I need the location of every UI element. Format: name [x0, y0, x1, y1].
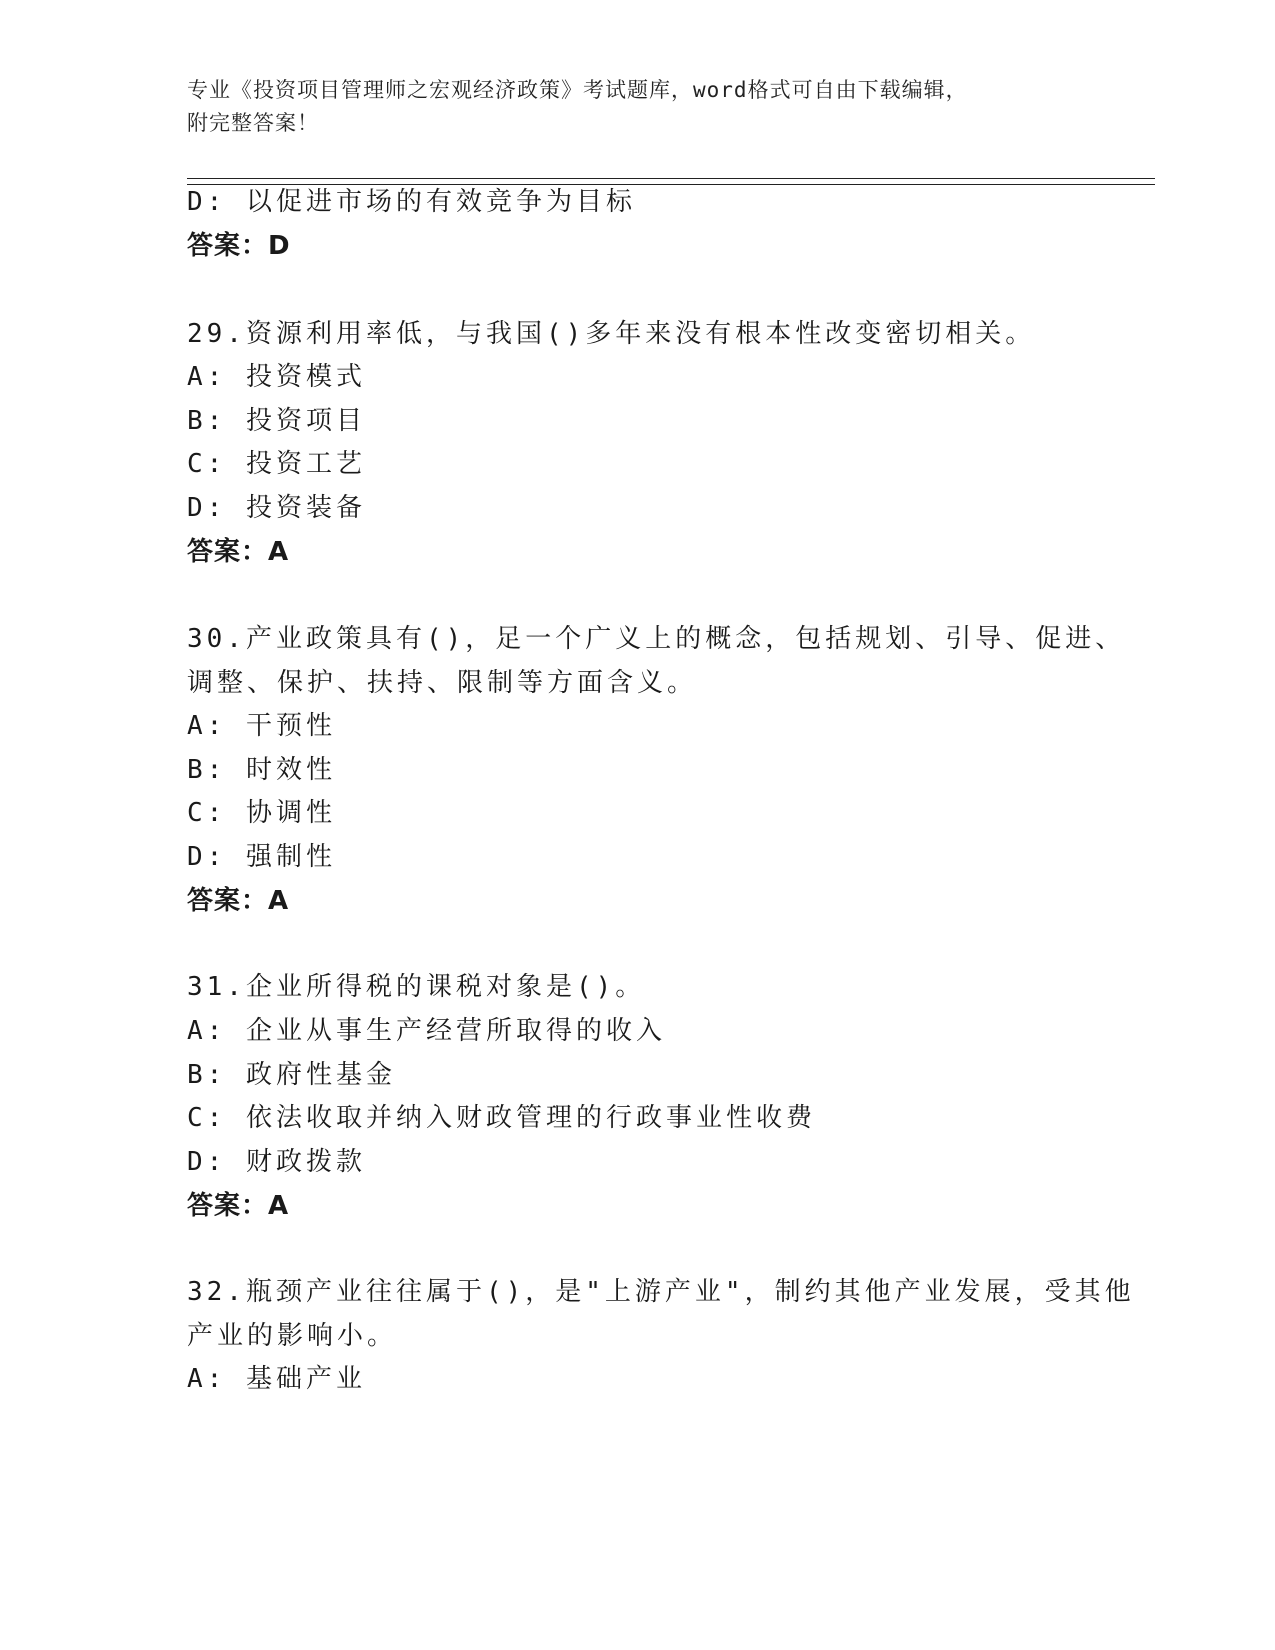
- option-d: D: 以促进市场的有效竞争为目标: [187, 187, 636, 217]
- header-divider-top: [187, 178, 1155, 179]
- option-d: D: 投资装备: [187, 493, 366, 523]
- question-stem: 32.瓶颈产业往往属于()，是"上游产业"，制约其他产业发展，受其他: [187, 1277, 1135, 1307]
- answer-line: 答案：A: [187, 886, 290, 916]
- header-divider-bottom: [187, 184, 1155, 185]
- question-stem: 29.资源利用率低，与我国()多年来没有根本性改变密切相关。: [187, 319, 1036, 349]
- header-line-2: 附完整答案！: [187, 111, 319, 135]
- option-d: D: 强制性: [187, 842, 336, 872]
- question-stem-continued: 调整、保护、扶持、限制等方面含义。: [187, 668, 698, 698]
- option-c: C: 依法收取并纳入财政管理的行政事业性收费: [187, 1103, 816, 1133]
- answer-line: 答案：D: [187, 231, 291, 261]
- option-c: C: 投资工艺: [187, 449, 366, 479]
- option-a: A: 投资模式: [187, 362, 366, 392]
- document-header: [187, 74, 1087, 140]
- option-b: B: 政府性基金: [187, 1060, 396, 1090]
- option-b: B: 投资项目: [187, 406, 366, 436]
- header-line-1: 专业《投资项目管理师之宏观经济政策》考试题库，word格式可自由下载编辑，: [187, 78, 968, 102]
- question-stem: 30.产业政策具有()，足一个广义上的概念，包括规划、引导、促进、: [187, 624, 1126, 654]
- option-c: C: 协调性: [187, 798, 336, 828]
- option-d: D: 财政拨款: [187, 1147, 366, 1177]
- option-b: B: 时效性: [187, 755, 336, 785]
- option-a: A: 企业从事生产经营所取得的收入: [187, 1016, 666, 1046]
- answer-line: 答案：A: [187, 537, 290, 567]
- question-stem-continued: 产业的影响小。: [187, 1321, 398, 1351]
- option-a: A: 基础产业: [187, 1364, 366, 1394]
- option-a: A: 干预性: [187, 711, 336, 741]
- question-stem: 31.企业所得税的课税对象是()。: [187, 972, 646, 1002]
- answer-line: 答案：A: [187, 1191, 290, 1221]
